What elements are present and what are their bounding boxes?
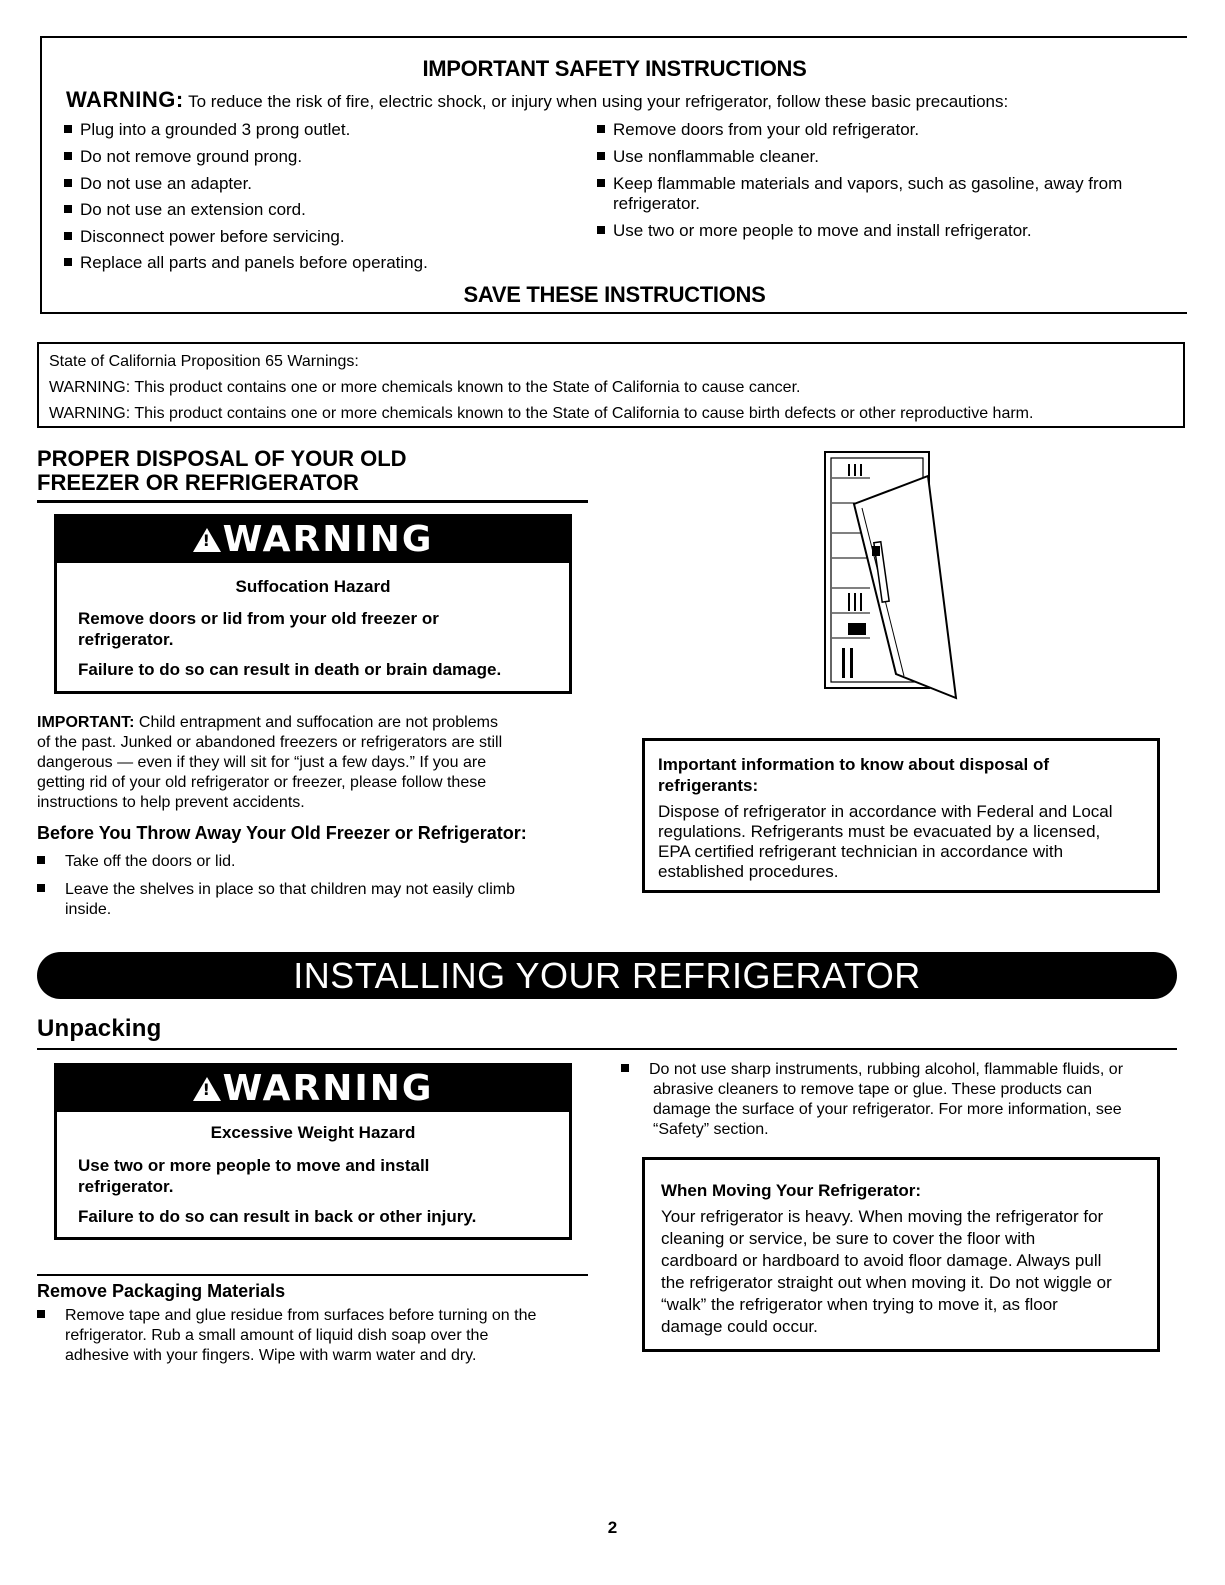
refrigerant-title-line2: refrigerants:: [658, 776, 759, 795]
disposal-title-line1: PROPER DISPOSAL OF YOUR OLD: [37, 446, 407, 471]
weight-warning-box: [54, 1063, 572, 1240]
list-item: Do not use an adapter.: [64, 174, 252, 194]
list-item: Do not remove ground prong.: [64, 147, 302, 167]
installing-banner: INSTALLING YOUR REFRIGERATOR: [37, 952, 1177, 999]
moving-title: When Moving Your Refrigerator:: [661, 1181, 922, 1200]
save-instructions-title: SAVE THESE INSTRUCTIONS: [463, 282, 766, 307]
hazard-instruction-line2: refrigerator.: [78, 630, 174, 649]
warning-label: WARNING:: [66, 87, 184, 112]
list-item: Take off the doors or lid.: [37, 852, 235, 872]
warning-banner: !WARNING: [57, 517, 569, 563]
list-item: Use nonflammable cleaner.: [597, 147, 819, 167]
hazard-title: Suffocation Hazard: [235, 577, 391, 596]
list-item-continued: abrasive cleaners to remove tape or glue. These products can damage the surface of your refrigerator. For more information, see “Safety” section.: [653, 1081, 1122, 1138]
warning-triangle-icon: [193, 528, 221, 552]
unpacking-heading: Unpacking: [37, 1015, 162, 1042]
list-item-continued: inside.: [65, 901, 112, 918]
warning-text: To reduce the risk of fire, electric shock, or injury when using your refrigerator, follow these basic precautions:: [183, 92, 1009, 111]
page-number: 2: [607, 1518, 618, 1537]
safety-instructions-box: [40, 36, 1187, 314]
disposal-title-line2: FREEZER OR REFRIGERATOR: [37, 470, 359, 495]
remove-packaging-heading: Remove Packaging Materials: [37, 1281, 286, 1301]
hazard-consequence: Failure to do so can result in death or brain damage.: [78, 660, 502, 679]
refrigerant-info-box: [642, 738, 1160, 893]
list-item: Plug into a grounded 3 prong outlet.: [64, 120, 350, 140]
list-item: Remove doors from your old refrigerator.: [597, 120, 919, 140]
suffocation-warning-box: [54, 514, 572, 694]
hazard-instruction-line1: Remove doors or lid from your old freezer or: [78, 609, 439, 628]
moving-body: Your refrigerator is heavy. When moving the refrigerator for cleaning or service, be sure to cover the floor with cardboard or hardboard to avoid floor damage. Always pull the refrigerator straight out when moving it. Do not wiggle or “walk” the refrigerator when trying to move it, as floor damage could occur.: [661, 1207, 1112, 1336]
list-item: Keep flammable materials and vapors, such as gasoline, away from: [597, 174, 1122, 194]
hazard-instruction-line2: refrigerator.: [78, 1177, 174, 1196]
list-item: Replace all parts and panels before operating.: [64, 253, 428, 273]
list-item-continued: refrigerator. Rub a small amount of liquid dish soap over the adhesive with your fingers. Wipe with warm water and dry.: [65, 1327, 489, 1364]
important-paragraph: IMPORTANT: Child entrapment and suffocation are not problems of the past. Junked or abandoned freezers or refrigerators are still dangerous — even if they will sit for “just a few days.” If you are getting rid of your old refrigerator or freezer, please follow these instructions to help prevent accidents.: [37, 714, 503, 811]
warning-banner: !WARNING: [57, 1066, 569, 1112]
prop65-birth-defects-warning: WARNING: This product contains one or more chemicals known to the State of California to cause birth defects or other reproductive harm.: [49, 405, 1034, 422]
prop65-heading: State of California Proposition 65 Warnings:: [49, 353, 359, 370]
list-item: Use two or more people to move and install refrigerator.: [597, 221, 1032, 241]
list-item: Disconnect power before servicing.: [64, 227, 345, 247]
hazard-instruction-line1: Use two or more people to move and install: [78, 1156, 430, 1175]
section-rule: [37, 500, 588, 503]
list-item: Remove tape and glue residue from surfaces before turning on the: [37, 1306, 536, 1326]
list-item: Do not use an extension cord.: [64, 200, 306, 220]
section-rule: [37, 1274, 588, 1276]
section-rule: [37, 1048, 1177, 1050]
before-throw-away-heading: Before You Throw Away Your Old Freezer or Refrigerator:: [37, 823, 527, 843]
important-label: IMPORTANT:: [37, 714, 135, 731]
hazard-consequence: Failure to do so can result in back or other injury.: [78, 1207, 477, 1226]
list-item: Leave the shelves in place so that children may not easily climb: [37, 880, 515, 900]
list-item: Do not use sharp instruments, rubbing alcohol, flammable fluids, or: [621, 1060, 1123, 1080]
safety-warning-line: [66, 87, 1008, 113]
refrigerant-body: Dispose of refrigerator in accordance with Federal and Local regulations. Refrigerants must be evacuated by a licensed, EPA certified refrigerant technician in accordance with established procedures.: [658, 802, 1113, 881]
prop65-warning-box: [37, 342, 1185, 428]
freezer-illustration: [818, 448, 958, 702]
prop65-cancer-warning: WARNING: This product contains one or more chemicals known to the State of California to cause cancer.: [49, 379, 801, 396]
list-item-continued: refrigerator.: [613, 194, 700, 213]
refrigerant-title-line1: Important information to know about disposal of: [658, 755, 1049, 774]
moving-info-box: [642, 1157, 1160, 1352]
safety-title: IMPORTANT SAFETY INSTRUCTIONS: [422, 56, 807, 81]
warning-triangle-icon: [193, 1077, 221, 1101]
hazard-title: Excessive Weight Hazard: [210, 1123, 416, 1142]
